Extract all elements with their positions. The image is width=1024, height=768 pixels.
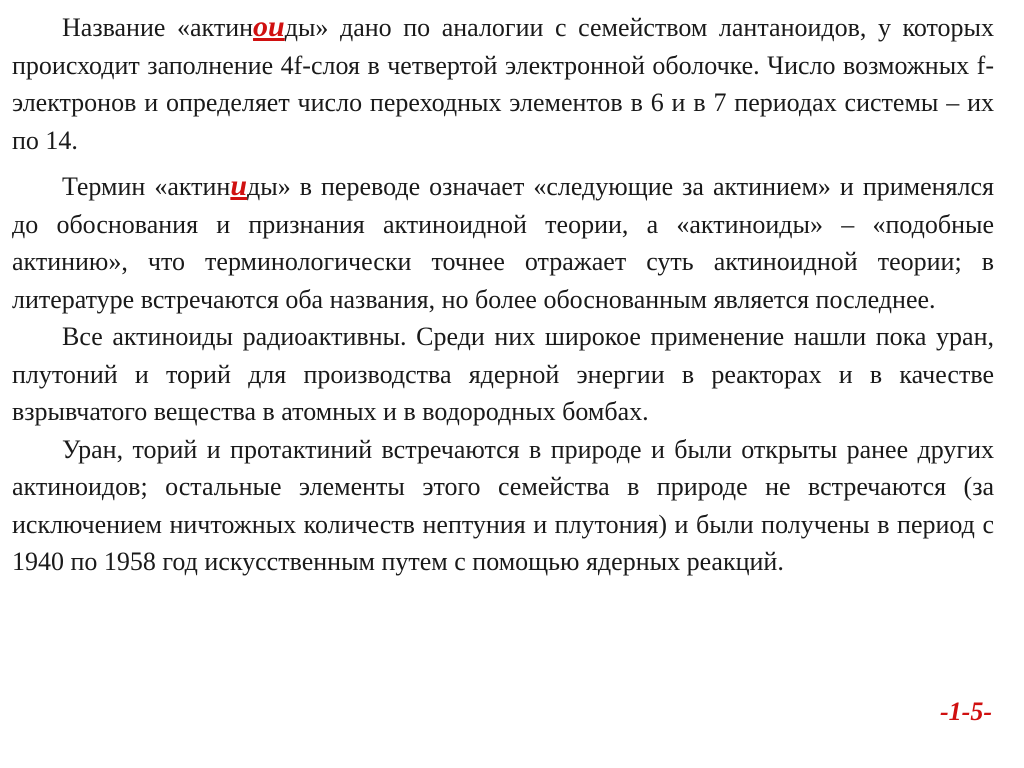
- paragraph-actinides-term: [12, 167, 994, 318]
- paragraph-text-after: ды» дано по аналогии с семейством лантаноидов, у которых происходит заполнение 4f-слоя в четвертой электронной оболочке. Число возможных f-электронов и определяет число переходных элементов в 6 и в 7 периодах системы – их по 14.: [12, 13, 994, 155]
- highlighted-letter: и: [230, 169, 248, 202]
- highlighted-letters: ои: [253, 10, 285, 43]
- paragraph-text-before: Термин «актин: [62, 172, 231, 201]
- document-body: [12, 8, 994, 581]
- page-number: -1-5-: [940, 697, 992, 726]
- paragraph-actinoids-name: [12, 8, 994, 159]
- paragraph-text-after: ды» в переводе означает «следующие за актинием» и применялся до обоснования и признания актиноидной теории, а «актиноиды» – «подобные актинию», что терминологически точнее отражает суть актиноидной теории; в литературе встречаются оба названия, но более обоснованным является последнее.: [12, 172, 994, 314]
- paragraph-radioactivity: Все актиноиды радиоактивны. Среди них широкое применение нашли пока уран, плутоний и торий для производства ядерной энергии в реакторах и в качестве взрывчатого вещества в атомных и в водородных бомбах.: [12, 322, 994, 426]
- paragraph-text-before: Название «актин: [62, 13, 254, 42]
- paragraph-natural-occurrence: Уран, торий и протактиний встречаются в природе и были открыты ранее других актиноидов; остальные элементы этого семейства в природе не встречаются (за исключением ничтожных количеств нептуния и плутония) и были получены в период с 1940 по 1958 год искусственным путем с помощью ядерных реакций.: [12, 434, 994, 576]
